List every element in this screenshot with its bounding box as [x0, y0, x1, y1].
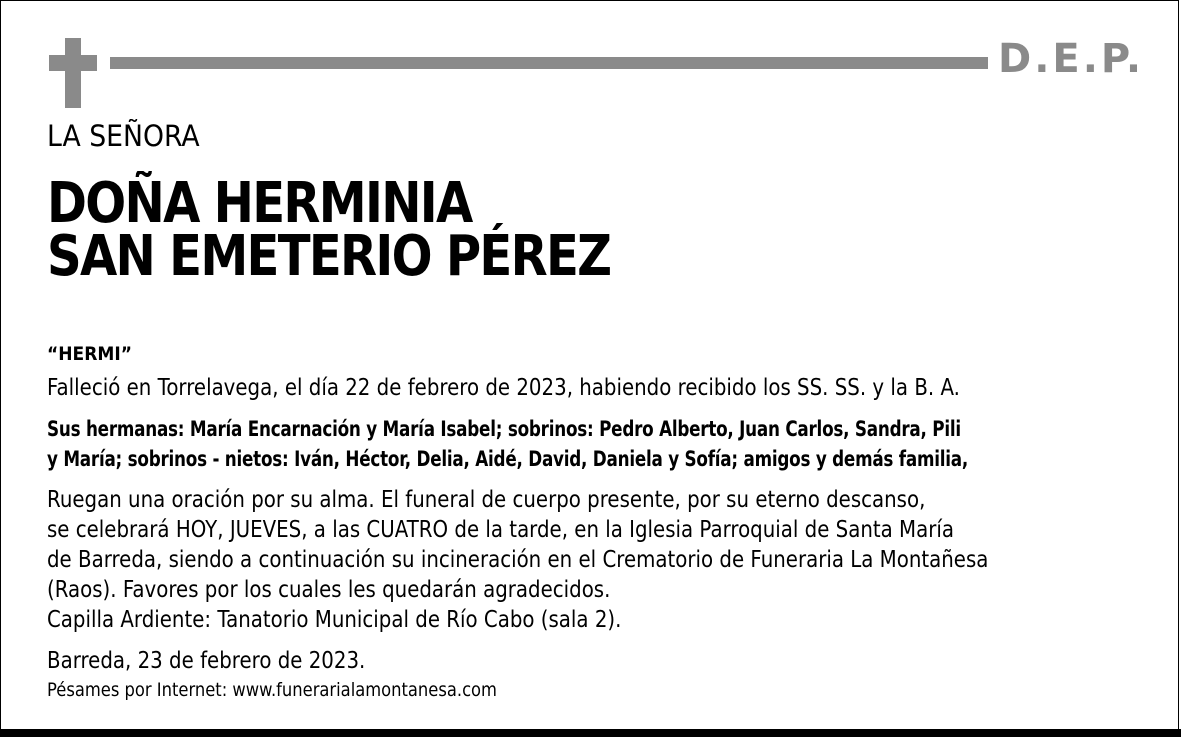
- death-line: Falleció en Torrelavega, el día 22 de febrero de 2023, habiendo recibido los SS. SS. y la B. A.: [47, 375, 960, 401]
- place-date: Barreda, 23 de febrero de 2023.: [47, 648, 366, 674]
- nickname: “HERMI”: [47, 343, 133, 365]
- condolences-line: Pésames por Internet: www.funerarialamontanesa.com: [47, 679, 497, 701]
- deceased-name-line-1: DOÑA HERMINIA: [47, 171, 472, 236]
- cross-icon-arm: [49, 55, 97, 71]
- cross-icon: [65, 38, 81, 108]
- funeral-line: de Barreda, siendo a continuación su incineración en el Crematorio de Funeraria La Montañesa: [47, 547, 989, 573]
- title: LA SEÑORA: [47, 119, 200, 153]
- funeral-line: se celebrará HOY, JUEVES, a las CUATRO de la tarde, en la Iglesia Parroquial de Santa María: [47, 517, 955, 543]
- dep-label: D.E.P.: [998, 36, 1145, 82]
- header-rule: [110, 57, 988, 69]
- deceased-name-line-2: SAN EMETERIO PÉREZ: [47, 224, 611, 289]
- funeral-line: Ruegan una oración por su alma. El funeral de cuerpo presente, por su eterno descanso,: [47, 487, 926, 513]
- funeral-line: Capilla Ardiente: Tanatorio Municipal de Río Cabo (sala 2).: [47, 607, 622, 633]
- family-line: Sus hermanas: María Encarnación y María Isabel; sobrinos: Pedro Alberto, Juan Carlos, Sandra, Pili: [47, 417, 961, 441]
- bottom-rule: [0, 729, 1181, 737]
- funeral-line: (Raos). Favores por los cuales les quedarán agradecidos.: [47, 577, 611, 603]
- family-line: y María; sobrinos - nietos: Iván, Héctor, Delia, Aidé, David, Daniela y Sofía; amigos y demás familia,: [47, 447, 969, 471]
